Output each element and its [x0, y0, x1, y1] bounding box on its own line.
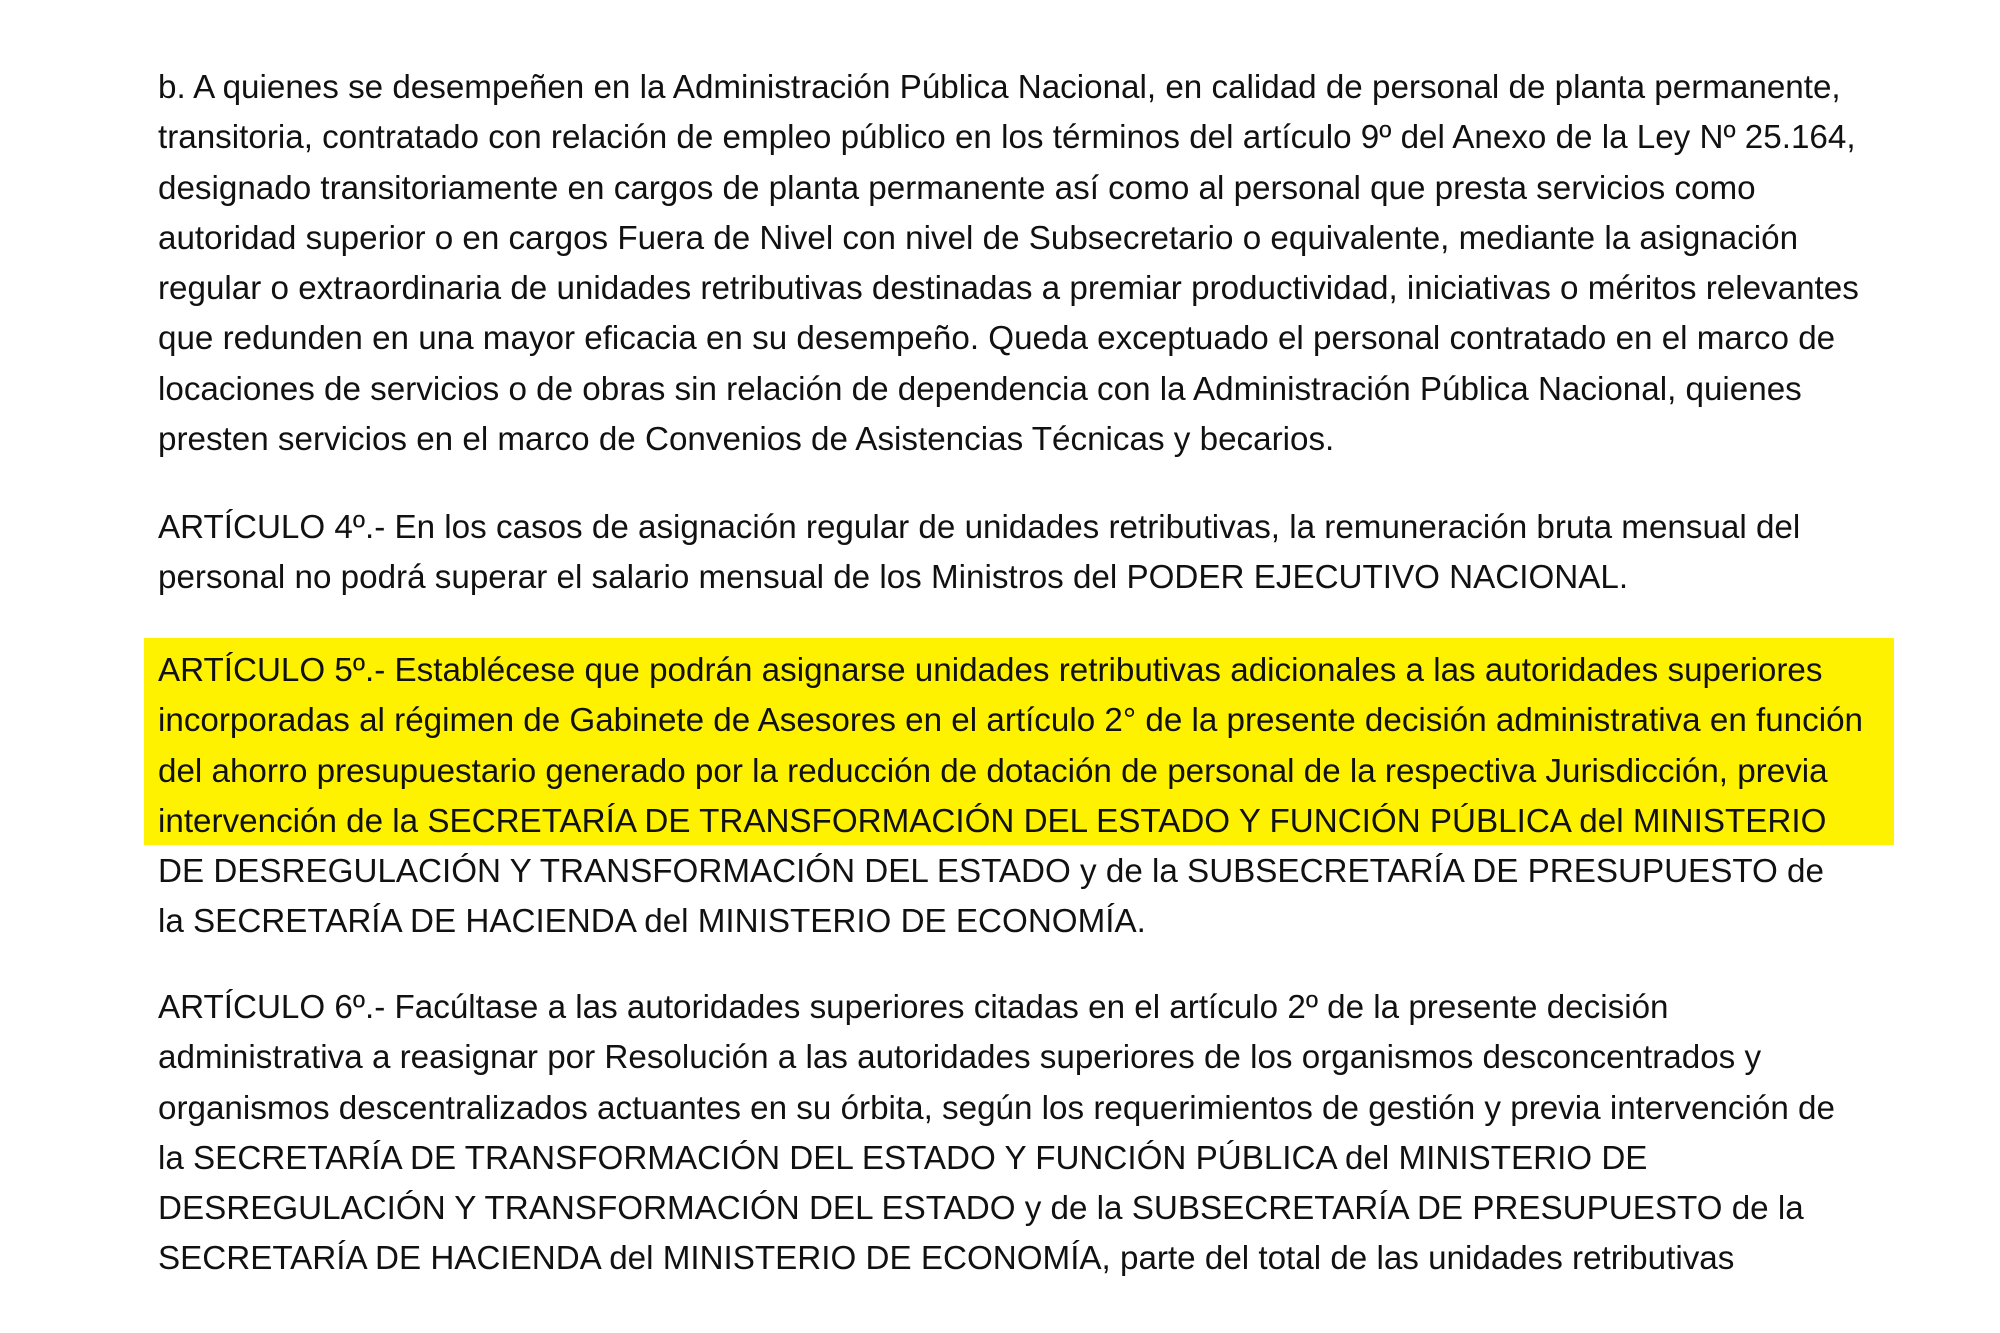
- paragraph-line: del ahorro presupuestario generado por la reducción de dotación de personal de la respectiva Jurisdicción, previa: [158, 752, 1828, 790]
- paragraph-line: personal no podrá superar el salario mensual de los Ministros del PODER EJECUTIVO NACIONAL.: [158, 559, 1629, 597]
- paragraph-line: ARTÍCULO 5º.- Establécese que podrán asignarse unidades retributivas adicionales a las autoridades superiores: [158, 652, 1823, 689]
- paragraph-line: que redunden en una mayor eficacia en su desempeño. Queda exceptuado el personal contratado en el marco de: [158, 320, 1836, 358]
- article-6: [158, 983, 2000, 1285]
- paragraph-line: administrativa a reasignar por Resolución a las autoridades superiores de los organismos desconcentrados y: [158, 1039, 1762, 1077]
- paragraph-line: DESREGULACIÓN Y TRANSFORMACIÓN DEL ESTADO y de la SUBSECRETARÍA DE PRESUPUESTO de la: [158, 1190, 1804, 1228]
- paragraph-line: transitoria, contratado con relación de empleo público en los términos del artículo 9º del Anexo de la Ley Nº 25.164,: [158, 119, 1856, 157]
- paragraph-line: presten servicios en el marco de Convenios de Asistencias Técnicas y becarios.: [158, 421, 1335, 459]
- paragraph-line: ARTÍCULO 4º.- En los casos de asignación regular de unidades retributivas, la remuneración bruta mensual del: [158, 509, 1801, 546]
- paragraph-line: autoridad superior o en cargos Fuera de Nivel con nivel de Subsecretario o equivalente, mediante la asignación: [158, 219, 1799, 257]
- article-4: [158, 503, 2000, 604]
- paragraph-line: regular o extraordinaria de unidades retributivas destinadas a premiar productividad, iniciativas o méritos relevantes: [158, 270, 1859, 308]
- paragraph-b: [158, 63, 2000, 465]
- paragraph-line: la SECRETARÍA DE TRANSFORMACIÓN DEL ESTADO Y FUNCIÓN PÚBLICA del MINISTERIO DE: [158, 1139, 1648, 1177]
- paragraph-line: designado transitoriamente en cargos de planta permanente así como al personal que presta servicios como: [158, 169, 1756, 207]
- paragraph-line: incorporadas al régimen de Gabinete de Asesores en el artículo 2° de la presente decisión administrativa en función: [158, 702, 1864, 740]
- paragraph-line: SECRETARÍA DE HACIENDA del MINISTERIO DE ECONOMÍA, parte del total de las unidades retributivas: [158, 1240, 1735, 1278]
- paragraph-line: ARTÍCULO 6º.- Facúltase a las autoridades superiores citadas en el artículo 2º de la presente decisión: [158, 989, 1669, 1026]
- paragraph-line: la SECRETARÍA DE HACIENDA del MINISTERIO DE ECONOMÍA.: [158, 903, 1146, 941]
- paragraph-line: DE DESREGULACIÓN Y TRANSFORMACIÓN DEL ESTADO y de la SUBSECRETARÍA DE PRESUPUESTO de: [158, 853, 1824, 891]
- paragraph-line: b. A quienes se desempeñen en la Administración Pública Nacional, en calidad de personal de planta permanente,: [158, 69, 1841, 106]
- paragraph-line: locaciones de servicios o de obras sin relación de dependencia con la Administración Pública Nacional, quienes: [158, 370, 1802, 408]
- paragraph-line: organismos descentralizados actuantes en su órbita, según los requerimientos de gestión y previa intervención de: [158, 1089, 1835, 1127]
- article-5: [158, 646, 2000, 948]
- paragraph-line: intervención de la SECRETARÍA DE TRANSFORMACIÓN DEL ESTADO Y FUNCIÓN PÚBLICA del MINISTERIO: [158, 802, 1827, 840]
